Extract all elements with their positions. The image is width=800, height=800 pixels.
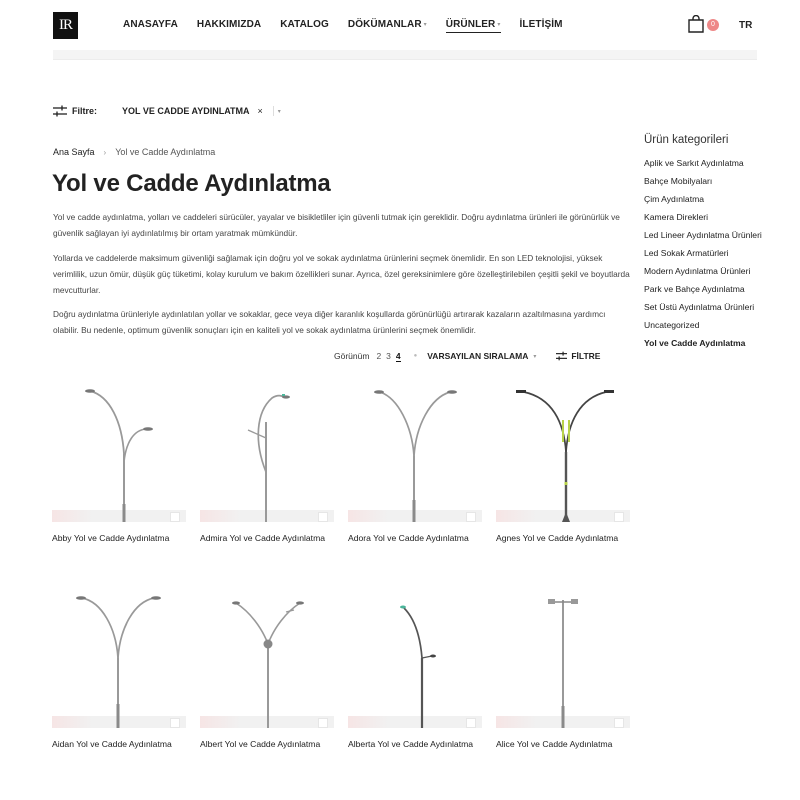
- category-item-active[interactable]: Yol ve Cadde Aydınlatma: [644, 338, 746, 348]
- product-card[interactable]: [348, 588, 482, 749]
- product-name[interactable]: Adora Yol ve Cadde Aydınlatma: [348, 533, 469, 543]
- breadcrumb-current: Yol ve Cadde Aydınlatma: [115, 147, 216, 157]
- nav-item-katalog[interactable]: KATALOG: [280, 19, 329, 30]
- product-name[interactable]: Agnes Yol ve Cadde Aydınlatma: [496, 533, 619, 543]
- chevron-down-icon[interactable]: ▾: [533, 353, 537, 360]
- product-image[interactable]: [200, 588, 334, 728]
- sort-select[interactable]: VARSAYILAN SIRALAMA: [427, 351, 529, 361]
- category-item[interactable]: Aplik ve Sarkıt Aydınlatma: [644, 158, 744, 168]
- separator-dot: ●: [413, 353, 418, 359]
- street-light-icon: [348, 588, 482, 728]
- category-item[interactable]: Set Üstü Aydınlatma Ürünleri: [644, 302, 755, 312]
- category-item[interactable]: Modern Aydınlatma Ürünleri: [644, 266, 751, 276]
- filter-button[interactable]: FİLTRE: [556, 351, 600, 361]
- nav-item-anasayfa[interactable]: ANASAYFA: [123, 19, 178, 30]
- nav-item-urunler[interactable]: ÜRÜNLER ▾: [446, 19, 501, 33]
- sidebar-title: Ürün kategorileri: [644, 134, 729, 146]
- product-card[interactable]: [348, 382, 482, 543]
- language-switcher[interactable]: TR: [739, 20, 753, 31]
- close-icon[interactable]: ×: [257, 106, 263, 116]
- street-light-icon: [52, 382, 186, 522]
- view-3-columns[interactable]: 3: [386, 351, 391, 361]
- product-image[interactable]: [348, 382, 482, 522]
- product-image[interactable]: [200, 382, 334, 522]
- street-light-icon: [52, 588, 186, 728]
- product-card[interactable]: [52, 588, 186, 749]
- nav-item-hakkimizda[interactable]: HAKKIMIZDA: [196, 19, 262, 30]
- street-light-icon: [200, 382, 334, 522]
- product-card[interactable]: [496, 382, 630, 543]
- cart-count-badge: 0: [707, 19, 719, 31]
- breadcrumb: [53, 147, 215, 157]
- sliders-icon: [556, 351, 567, 361]
- product-image[interactable]: [496, 588, 630, 728]
- divider: [273, 106, 274, 116]
- filter-label: Filtre:: [72, 106, 98, 116]
- product-image[interactable]: [52, 382, 186, 522]
- street-light-icon: [348, 382, 482, 522]
- product-name[interactable]: Admira Yol ve Cadde Aydınlatma: [200, 533, 326, 543]
- page-title: Yol ve Cadde Aydınlatma: [52, 170, 331, 197]
- product-card[interactable]: [496, 588, 630, 749]
- street-light-icon: [496, 588, 630, 728]
- main-nav: [123, 19, 582, 33]
- nav-item-dokumanlar[interactable]: DÖKÜMANLAR ▾: [347, 19, 427, 30]
- street-light-icon: [200, 588, 334, 728]
- product-card[interactable]: [200, 382, 334, 543]
- product-name[interactable]: Albert Yol ve Cadde Aydınlatma: [200, 739, 321, 749]
- product-image[interactable]: [496, 382, 630, 522]
- view-2-columns[interactable]: 2: [376, 351, 382, 361]
- description-paragraph: Yol ve cadde aydınlatma, yolları ve caddeleri sürücüler, yayalar ve bisikletliler için güvenli tutmak için gereklidir. Doğru aydınlatma ürünleri ile görünürlük ve güvenlik sağlayan iyi aydınlatılmış bir ortam yaratmak mümkündür.: [53, 212, 620, 238]
- breadcrumb-separator: ›: [103, 147, 107, 157]
- sliders-icon: [53, 105, 67, 117]
- product-name[interactable]: Alberta Yol ve Cadde Aydınlatma: [348, 739, 474, 749]
- product-name[interactable]: Aidan Yol ve Cadde Aydınlatma: [52, 739, 172, 749]
- category-item[interactable]: Park ve Bahçe Aydınlatma: [644, 284, 745, 294]
- product-card[interactable]: [52, 382, 186, 543]
- description-paragraph: Yollarda ve caddelerde maksimum güvenliği sağlamak için doğru yol ve sokak aydınlatma ürünlerini seçmek önemlidir. En son LED teknolojisi, yüksek verimlilik, uzun ömür, düşük güç tüketimi, kolay kurulum ve bakım özellikleri sunar. Ayrıca, özel gereksinimlere göre özelleştirilebilen çeşitli şekil ve boyutlarda mevcutturlar.: [53, 253, 630, 295]
- category-item[interactable]: Bahçe Mobilyaları: [644, 176, 713, 186]
- category-item[interactable]: Uncategorized: [644, 320, 700, 330]
- description-paragraph: Doğru aydınlatma ürünleriyle aydınlatılan yollar ve sokaklar, gece veya diğer karanlık koşullarda görünürlüğü artırarak kazaların azaltılmasına yardımcı olabilir. Bu nedenle, optimum güvenlik sonuçları için en kaliteli yol ve sokak aydınlatma ürünlerini seçmek önemlidir.: [53, 309, 606, 335]
- product-image[interactable]: [52, 588, 186, 728]
- category-item[interactable]: Çim Aydınlatma: [644, 194, 705, 204]
- view-4-columns[interactable]: 4: [395, 350, 401, 361]
- shopping-bag-icon[interactable]: [688, 15, 704, 33]
- product-name[interactable]: Abby Yol ve Cadde Aydınlatma: [52, 533, 170, 543]
- site-header: [0, 0, 800, 52]
- shop-toolbar: [334, 350, 600, 362]
- active-filters: [53, 104, 281, 118]
- breadcrumb-home[interactable]: Ana Sayfa: [53, 147, 95, 157]
- category-list: [644, 158, 764, 356]
- nav-item-iletisim[interactable]: İLETİŞİM: [519, 19, 563, 30]
- street-light-icon: [496, 382, 630, 522]
- category-item[interactable]: Led Sokak Armatürleri: [644, 248, 729, 258]
- view-label: Görünüm: [334, 351, 370, 361]
- product-card[interactable]: [200, 588, 334, 749]
- chevron-down-icon: ▾: [423, 22, 427, 28]
- category-item[interactable]: Led Lineer Aydınlatma Ürünleri: [644, 230, 762, 240]
- chevron-down-icon: ▾: [497, 22, 501, 28]
- product-image[interactable]: [348, 588, 482, 728]
- site-logo[interactable]: IR: [53, 12, 78, 39]
- filter-chip[interactable]: YOL VE CADDE AYDINLATMA: [122, 106, 250, 116]
- chevron-down-icon[interactable]: ▾: [277, 108, 281, 115]
- header-divider: [53, 50, 757, 60]
- product-name[interactable]: Alice Yol ve Cadde Aydınlatma: [496, 739, 613, 749]
- category-item[interactable]: Kamera Direkleri: [644, 212, 708, 222]
